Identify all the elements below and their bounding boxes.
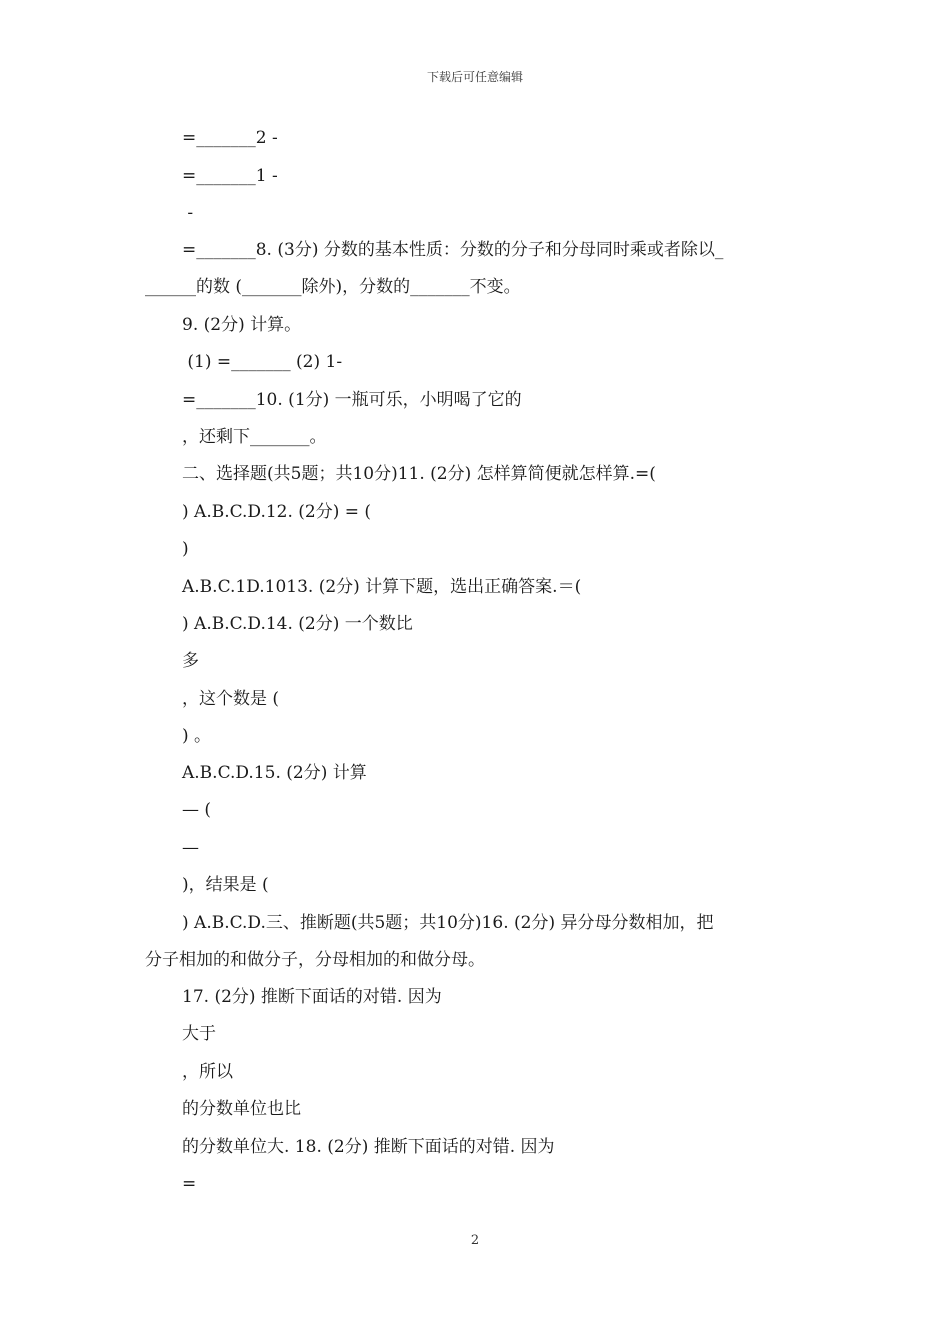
text-line: 大于	[182, 1024, 216, 1044]
text-line: ，所以	[182, 1062, 233, 1082]
text-line: ，还剩下_______。	[182, 427, 327, 447]
question-8-line: =_______8. (3分) 分数的基本性质：分数的分子和分母同时乘或者除以_	[182, 240, 724, 260]
text-line: =_______1 -	[182, 166, 278, 186]
text-line: —	[182, 838, 199, 858]
question-18-line: 的分数单位大. 18. (2分) 推断下面话的对错. 因为	[182, 1137, 555, 1157]
text-line: =_______2 -	[182, 128, 278, 148]
page-header: 下载后可任意编辑	[426, 70, 523, 84]
text-line: -	[182, 203, 194, 223]
text-line: 分子相加的和做分子，分母相加的和做分母。	[145, 950, 485, 970]
question-12-line: ) A.B.C.D.12. (2分) = (	[182, 502, 372, 522]
text-line: ______的数 (_______除外)，分数的_______不变。	[145, 277, 521, 297]
text-line: ) 。	[182, 726, 212, 746]
text-line: =	[182, 1174, 197, 1194]
question-10-line: =_______10. (1分) 一瓶可乐，小明喝了它的	[182, 390, 522, 410]
text-line: )	[182, 539, 189, 559]
question-13-line: A.B.C.1D.1013. (2分) 计算下题，选出正确答案.＝(	[182, 577, 582, 597]
text-line: — (	[182, 800, 212, 820]
page-number: 2	[470, 1233, 480, 1248]
section-3-heading: ) A.B.C.D.三、推断题(共5题；共10分)16. (2分) 异分母分数相加，把	[182, 913, 714, 933]
text-line: 的分数单位也比	[182, 1099, 301, 1119]
question-15-line: A.B.C.D.15. (2分) 计算	[182, 763, 367, 783]
text-line: ，这个数是 (	[182, 689, 280, 709]
question-14-line: ) A.B.C.D.14. (2分) 一个数比	[182, 614, 413, 634]
text-line: )，结果是 (	[182, 875, 269, 895]
section-2-heading: 二、选择题(共5题；共10分)11. (2分) 怎样算简便就怎样算.=(	[182, 464, 656, 484]
text-line: 多	[182, 651, 199, 671]
question-17-line: 17. (2分) 推断下面话的对错. 因为	[182, 987, 442, 1007]
text-line: (1) =_______ (2) 1-	[182, 352, 343, 372]
question-9-line: 9. (2分) 计算。	[182, 315, 302, 335]
